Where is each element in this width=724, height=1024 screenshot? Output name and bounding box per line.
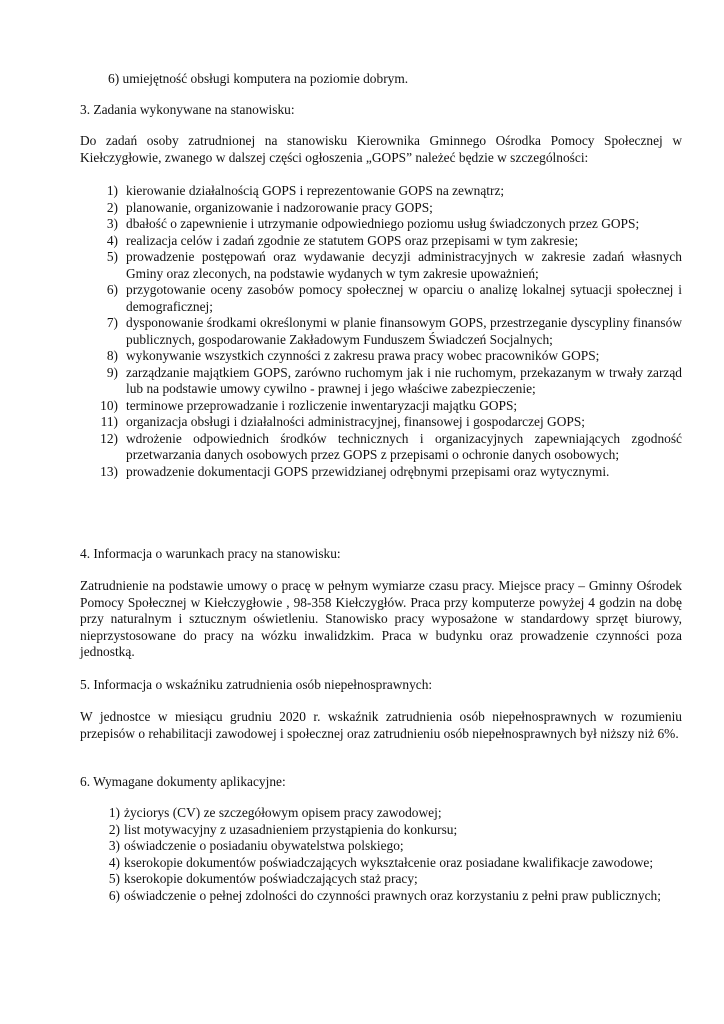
section-4-heading: 4. Informacja o warunkach pracy na stanowisku: (80, 546, 341, 561)
list-item (102, 871, 682, 888)
list-item-number: 2) (106, 199, 118, 215)
list-item-text: oświadczenie o pełnej zdolności do czynności prawnych oraz korzystaniu z pełni praw publicznych; (124, 887, 661, 903)
list-item (102, 805, 682, 822)
list-item-number: 5) (106, 249, 118, 264)
list-item (98, 315, 682, 348)
list-item-text: wdrożenie odpowiednich środków technicznych i organizacyjnych zapewniających zgodność przetwarzania danych osobowych przez GOPS z przepisami o ochronie danych osobowych; (126, 430, 682, 462)
list-item (98, 414, 682, 431)
list-item-number: 8) (106, 348, 118, 363)
list-item-number: 9) (106, 364, 118, 380)
list-item-text: przygotowanie oceny zasobów pomocy społecznej w oparciu o analizę lokalnej sytuacji społecznej i demograficznej; (126, 282, 682, 314)
list-item (102, 855, 682, 872)
list-item-text: dbałość o zapewnienie i utrzymanie odpowiedniego poziomu usług świadczonych przez GOPS; (126, 216, 640, 231)
list-item-text: oświadczenie o posiadaniu obywatelstwa polskiego; (124, 838, 404, 853)
list-item-text: realizacja celów i zadań zgodnie ze statutem GOPS oraz przepisami w tym zakresie; (126, 232, 579, 248)
list-item-text: wykonywanie wszystkich czynności z zakresu prawa pracy wobec pracowników GOPS; (126, 348, 600, 363)
list-item-number: 13) (100, 463, 118, 479)
list-item (98, 398, 682, 415)
list-item-text: dysponowanie środkami określonymi w planie finansowym GOPS, przestrzeganie dyscypliny finansów publicznych, gospodarowanie Zakładowym Funduszem Świadczeń Socjalnych; (126, 315, 682, 347)
list-item-number: 10) (100, 397, 118, 413)
list-item (102, 888, 682, 905)
section-4-body: Zatrudnienie na podstawie umowy o pracę w pełnym wymiarze czasu pracy. Miejsce pracy – Gminny Ośrodek Pomocy Społecznej w Kiełczygłowie , 98-358 Kiełczygłów. Praca przy komputerze powyżej 4 godzin na dobę przy naturalnym i sztucznym oświetleniu. Stanowisko pracy wyposażone w standardowy sprzęt biurowy, nieprzystosowane do pracy na wózku inwalidzkim. Praca w budynku oraz prowadzenie czynności poza jednostką. (80, 578, 682, 659)
section-5-heading: 5. Informacja o wskaźniku zatrudnienia osób niepełnosprawnych: (80, 677, 433, 692)
list-item-text: planowanie, organizowanie i nadzorowanie pracy GOPS; (126, 199, 433, 215)
list-item (98, 233, 682, 250)
list-item-text: terminowe przeprowadzanie i rozliczenie inwentaryzacji majątku GOPS; (126, 397, 518, 413)
list-item (98, 365, 682, 398)
list-item-text: życiorys (CV) ze szczegółowym opisem pracy zawodowej; (124, 805, 442, 820)
list-item-number: 11) (100, 414, 118, 429)
list-item-number: 6) (106, 282, 118, 297)
list-item-text: kierowanie działalnością GOPS i reprezentowanie GOPS na zewnątrz; (126, 183, 505, 198)
list-item (98, 216, 682, 233)
list-item (98, 282, 682, 315)
list-item (102, 822, 682, 839)
list-item-number: 12) (100, 430, 118, 446)
list-item-text: kserokopie dokumentów poświadczających staż pracy; (124, 871, 418, 886)
list-item-number: 4) (106, 232, 118, 248)
section-5-body: W jednostce w miesiącu grudniu 2020 r. wskaźnik zatrudnienia osób niepełnosprawnych w rozumieniu przepisów o rehabilitacji zawodowej i społecznej oraz zatrudnieniu osób niepełnosprawnych był niższy niż 6%. (80, 709, 682, 741)
section-6-document-list (102, 805, 682, 904)
list-item-number: 1) (106, 183, 118, 198)
list-item (98, 431, 682, 464)
list-item-number: 5) (108, 871, 120, 886)
list-item-number: 3) (106, 216, 118, 231)
section-3-heading: 3. Zadania wykonywane na stanowisku: (80, 102, 295, 117)
list-item-text: prowadzenie dokumentacji GOPS przewidzianej odrębnymi przepisami oraz wytycznymi. (126, 463, 610, 479)
list-item-number: 3) (108, 838, 120, 853)
list-item-number: 4) (108, 854, 120, 870)
list-item (102, 838, 682, 855)
list-item-number: 7) (106, 315, 118, 330)
list-item (98, 249, 682, 282)
list-item (98, 183, 682, 200)
list-item-text: organizacja obsługi i działalności administracyjnej, finansowej i gospodarczej GOPS; (126, 414, 586, 429)
list-item-number: 6) (108, 887, 120, 903)
list-item-text: list motywacyjny z uzasadnieniem przystąpienia do konkursu; (124, 821, 458, 837)
requirement-item-6: 6) umiejętność obsługi komputera na poziomie dobrym. (108, 71, 409, 86)
list-item-number: 2) (108, 821, 120, 837)
list-item (98, 348, 682, 365)
list-item-number: 1) (108, 805, 120, 820)
list-item-text: kserokopie dokumentów poświadczających wykształcenie oraz posiadane kwalifikacje zawodowe; (124, 854, 654, 870)
section-3-intro: Do zadań osoby zatrudnionej na stanowisku Kierownika Gminnego Ośrodka Pomocy Społecznej w Kiełczygłowie, zwanego w dalszej części ogłoszenia „GOPS” należeć będzie w szczególności: (80, 133, 682, 165)
section-3-task-list (98, 183, 682, 480)
section-6-heading: 6. Wymagane dokumenty aplikacyjne: (80, 774, 286, 789)
list-item (98, 464, 682, 481)
list-item-text: prowadzenie postępowań oraz wydawanie decyzji administracyjnych w zakresie zadań własnych Gminy oraz zleconych, na podstawie wydanych w tym zakresie upoważnień; (126, 249, 682, 281)
list-item-text: zarządzanie majątkiem GOPS, zarówno ruchomym jak i nie ruchomym, przekazanym w trwały zarząd lub na podstawie umowy cywilno - prawnej i jego właściwe zabezpieczenie; (126, 364, 682, 396)
list-item (98, 200, 682, 217)
